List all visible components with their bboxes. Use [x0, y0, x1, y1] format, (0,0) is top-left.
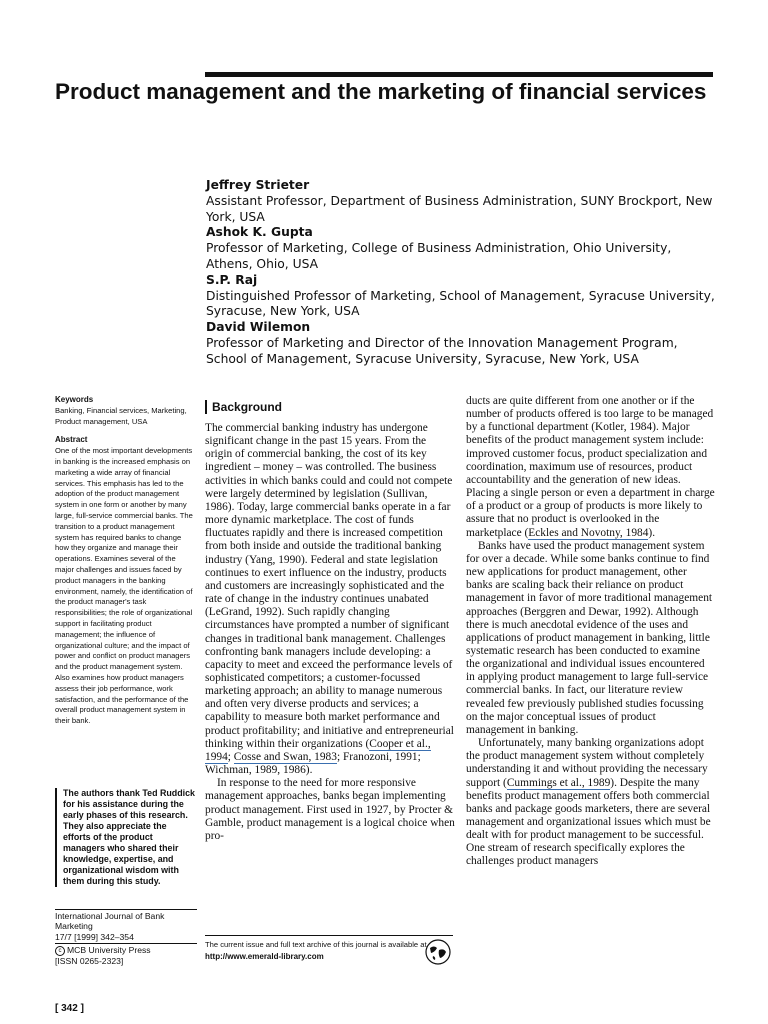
divider [55, 943, 197, 944]
text-run: Unfortunately, many banking organizations adopt the product management system without completely understanding it and without providing the necessary support ( [466, 737, 708, 789]
journal-volume: 17/7 [1999] 342–354 [55, 931, 134, 942]
text-run: ). [648, 526, 656, 539]
author-4 [206, 320, 716, 367]
text-run: ducts are quite different from one another or if the number of products offered is too large to be managed by a functional department (Kotler, 1984). Major benefits of the product management system include: improved customer focus, product specialization and coordination, maximum use of resources, product accountability and the generation of new ideas. Placing a single person or even a department in charge of a product or a group of products is more likely to assure that no product is overlooked in the marketplace ( [466, 395, 715, 539]
acknowledgement: The authors thank Ted Ruddick for his assistance during the early phases of this research. They also appreciate the efforts of the product managers who shared their knowledge, expertise, and organizational wisdom with them during this study. [55, 788, 195, 887]
text-run: The commercial banking industry has undergone significant change in the past 15 years. From the origin of commercial banking, the cost of its key ingredient – money – was controlled. The business activities in which banks could and could not compete were largely determined by legislation (Sullivan, 1986). Today, large commercial banks operate in a far more dynamic marketplace. The cost of funds fluctuates rapidly and there is increased competition from both inside and outside the traditional banking industry (Yang, 1990). Federal and state legislation continues to exert influence on the industry, products and customers are increasingly sophisticated and the rate of change in the industry continues unabated (LeGrand, 1992). Such rapidly changing circumstances have prompted a number of significant changes in traditional bank management. Challenges confronting bank managers include developing: a capacity to meet and exceed the performance levels of sophisticated competitors; a customer-focussed marketing approach; an ability to manage numerous and often very diverse products and services; a capability to measure both market performance and product profitability; and initiative and entrepreneurial thinking within their organizations ( [205, 422, 454, 750]
citation-link[interactable]: Eckles and Novotny, 1984 [528, 526, 649, 539]
author-affiliation: Assistant Professor, Department of Business Administration, SUNY Brockport, New York, USA [206, 193, 713, 224]
text-run: ; Franozoni, 1991; Wichman, 1989, 1986). [205, 750, 421, 777]
author-name: S.P. Raj [206, 272, 258, 287]
body-column-right [466, 395, 716, 869]
author-3 [206, 273, 716, 320]
copyright-text: MCB University Press [67, 945, 151, 956]
copyright-line [55, 945, 197, 956]
title-rule [205, 72, 713, 77]
paragraph [466, 737, 716, 869]
abstract-text: One of the most important developments in banking is the increased emphasis on marketing a wide array of financial services. This emphasis has led to the adoption of the product management system in one form or another by many large, full-service commercial banks. The transition to a product management system has required banks to change how they organize and manage their operations. Examines several of the major challenges and issues faced by product managers in the banking environment, namely, the identification of the product manager's task responsibilities; the role of organizational support in facilitating product management; the influence of organizational culture; and the impact of power and conflict on product managers and the product management system. Also examines how product managers assess their job performance, work satisfaction, and the performance of the overall product management system in their bank. [55, 446, 193, 726]
author-name: Ashok K. Gupta [206, 225, 313, 240]
issn: [ISSN 0265-2323] [55, 955, 124, 966]
sidebar [55, 395, 196, 735]
section-heading: Background [205, 400, 282, 414]
page-number: [ 342 ] [55, 1003, 84, 1014]
footer-text: The current issue and full text archive of this journal is available at [205, 940, 427, 949]
author-affiliation: Professor of Marketing, College of Business Administration, Ohio University, Athens, Ohio, USA [206, 241, 672, 271]
journal-info [55, 908, 197, 966]
author-name: David Wilemon [206, 320, 311, 335]
citation-link[interactable]: Cummings et al., 1989 [506, 776, 611, 789]
author-2 [206, 225, 716, 272]
footer-note [205, 935, 453, 963]
citation-link[interactable]: Cooper et al., 1994 [205, 737, 431, 763]
paragraph: In response to the need for more responsive management approaches, banks began implementing product management. First used in 1927, by Procter & Gamble, product management is a logical choice when pro- [205, 777, 455, 842]
article-title: Product management and the marketing of financial services [55, 79, 707, 104]
globe-icon [425, 939, 451, 965]
footer-url[interactable]: http://www.emerald-library.com [205, 952, 324, 961]
keywords-heading: Keywords [55, 395, 94, 404]
abstract-heading: Abstract [55, 435, 88, 445]
paragraph [466, 395, 716, 540]
paragraph [205, 422, 455, 777]
journal-name: International Journal of Bank Marketing [55, 911, 165, 932]
paragraph: Banks have used the product management system for over a decade. While some banks continue to find new applications for product management, other banks are scaling back their reliance on product management in favor of more traditional management approaches (Berggren and Dewar, 1992). Although there is much anecdotal evidence of the uses and applications of product management in banking, little systematic research has been conducted to examine the organizational and individual issues encountered in applying product management to large full-service commercial banks. In fact, our literature review revealed few previously published studies focussing on the major conceptual issues of product management in banking. [466, 539, 713, 736]
author-affiliation: Distinguished Professor of Marketing, School of Management, Syracuse University, Syracuse, New York, USA [206, 288, 715, 319]
author-name: Jeffrey Strieter [206, 178, 310, 192]
copyright-icon: c [55, 946, 65, 956]
author-affiliation: Professor of Marketing and Director of the Innovation Management Program, School of Management, Syracuse University, Syracuse, New York, USA [206, 335, 678, 366]
separator: ; [227, 750, 234, 763]
divider [55, 909, 197, 910]
citation-link[interactable]: Cosse and Swan, 1983 [233, 750, 337, 763]
keywords-text: Banking, Financial services, Marketing, Product management, USA [55, 405, 187, 426]
body-column-middle [205, 422, 455, 843]
author-block [206, 178, 716, 368]
text-run: ). Despite the many benefits product management offers both commercial banks and package goods marketers, there are several management and organizational issues which must be dealt with for product management to be successful. One stream of research specifically explores the challenges product managers [466, 776, 711, 868]
author-1 [206, 178, 716, 225]
